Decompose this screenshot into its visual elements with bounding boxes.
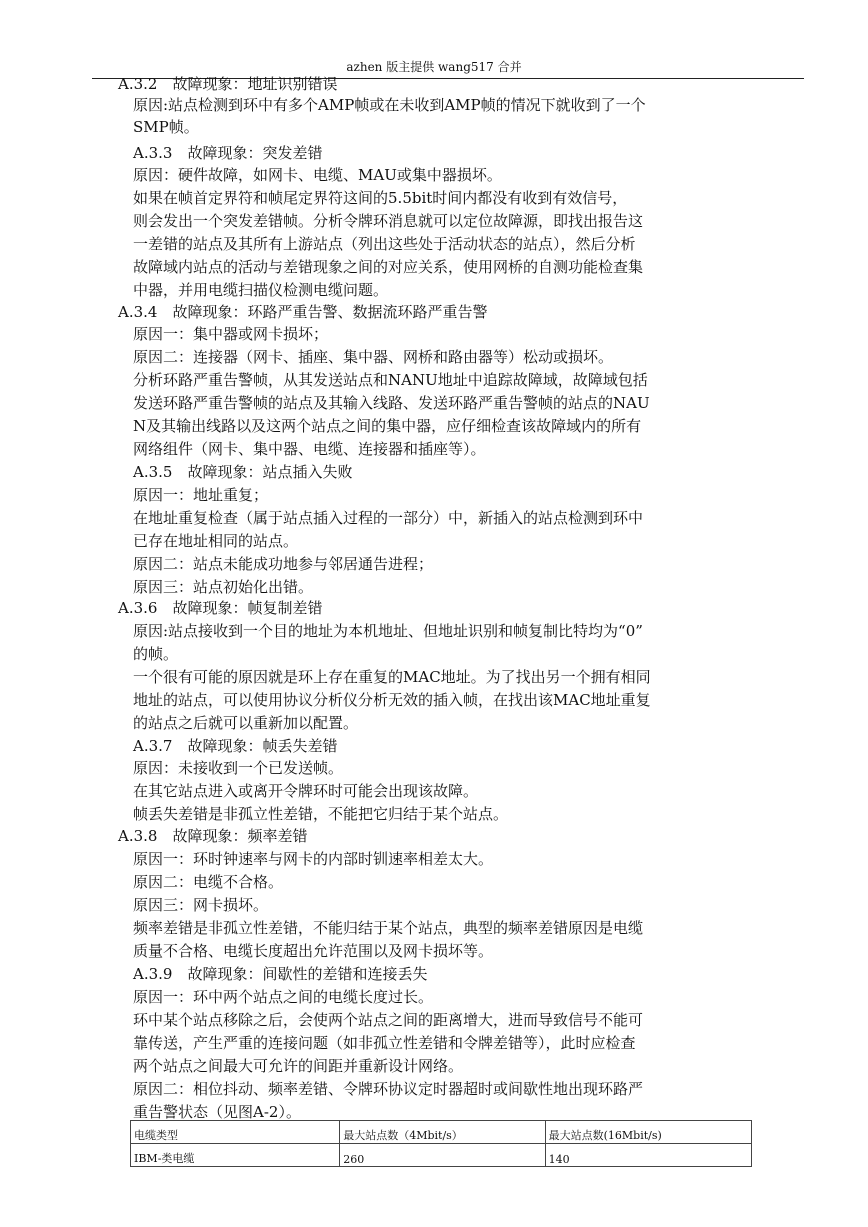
paragraph-line: 原因二：电缆不合格。: [133, 873, 284, 891]
page-header: azhen 版主提供 wang517 合并: [346, 60, 522, 74]
section-heading-a34: A.3.4 故障现象：环路严重告警、数据流环路严重告警: [118, 303, 488, 321]
section-heading-a37: A.3.7 故障现象：帧丢失差错: [133, 737, 338, 755]
paragraph-line: 原因一：集中器或网卡损坏；: [133, 325, 329, 343]
paragraph-line: 原因二：连接器（网卡、插座、集中器、网桥和路由器等）松动或损坏。: [133, 348, 614, 366]
paragraph-line: 原因二：相位抖动、频率差错、令牌环协议定时器超时或间歇性地出现环路严: [133, 1080, 644, 1098]
paragraph-line: 一差错的站点及其所有上游站点（列出这些处于活动状态的站点），然后分析: [133, 235, 636, 253]
paragraph-line: 原因一：地址重复；: [133, 486, 269, 504]
paragraph-line: 原因三：站点初始化出错。: [133, 578, 314, 596]
section-heading-a35: A.3.5 故障现象：站点插入失败: [133, 463, 353, 481]
paragraph-line: 地址的站点，可以使用协议分析仪分析无效的插入帧，在找出该MAC地址重复: [133, 691, 651, 709]
table-row: [131, 1144, 752, 1167]
paragraph-line: 在其它站点进入或离开令牌环时可能会出现该故障。: [133, 782, 479, 800]
paragraph-line: 的站点之后就可以重新加以配置。: [133, 714, 359, 732]
section-heading-a39: A.3.9 故障现象：间歇性的差错和连接丢失: [133, 965, 428, 983]
table-cell: 260: [340, 1144, 545, 1167]
table-cell: 140: [545, 1144, 751, 1167]
paragraph-line: 原因二：站点未能成功地参与邻居通告进程；: [133, 555, 434, 573]
table-header-cell: 电缆类型: [131, 1121, 340, 1144]
paragraph-line: 已存在地址相同的站点。: [133, 532, 299, 550]
paragraph-line: 中器，并用电缆扫描仪检测电缆问题。: [133, 281, 389, 299]
paragraph-line: 原因：硬件故障，如网卡、电缆、MAU或集中器损坏。: [133, 166, 502, 184]
paragraph-line: 原因三：网卡损坏。: [133, 896, 269, 914]
section-heading-a32: A.3.2 故障现象：地址识别错误: [118, 75, 338, 93]
paragraph-line: 的帧。: [133, 645, 179, 663]
paragraph-line: 重告警状态（见图A-2）。: [133, 1103, 301, 1121]
paragraph-line: 靠传送，产生严重的连接问题（如非孤立性差错和令牌差错等），此时应检查: [133, 1034, 636, 1052]
paragraph-line: 原因:站点检测到环中有多个AMP帧或在未收到AMP帧的情况下就收到了一个: [133, 96, 646, 114]
paragraph-line: 如果在帧首定界符和帧尾定界符这间的5.5bit时间内都没有收到有效信号，: [133, 189, 628, 207]
section-heading-a36: A.3.6 故障现象：帧复制差错: [118, 599, 323, 617]
paragraph-line: 网络组件（网卡、集中器、电缆、连接器和插座等）。: [133, 440, 486, 458]
table-cell: IBM-类电缆: [131, 1144, 340, 1167]
table-header-cell: 最大站点数(16Mbit/s): [545, 1121, 751, 1144]
paragraph-line: 频率差错是非孤立性差错，不能归结于某个站点，典型的频率差错原因是电缆: [133, 919, 644, 937]
table-header-row: [131, 1121, 752, 1144]
table-header-cell: 最大站点数（4Mbit/s）: [340, 1121, 545, 1144]
paragraph-line: 发送环路严重告警帧的站点及其输入线路、发送环路严重告警帧的站点的NAU: [133, 394, 650, 412]
paragraph-line: 分析环路严重告警帧，从其发送站点和NANU地址中追踪故障域，故障域包括: [133, 371, 648, 389]
cable-station-table: [130, 1120, 752, 1167]
paragraph-line: 两个站点之间最大可允许的间距并重新设计网络。: [133, 1057, 464, 1075]
paragraph-line: 则会发出一个突发差错帧。分析令牌环消息就可以定位故障源，即找出报告这: [133, 212, 644, 230]
paragraph-line: 环中某个站点移除之后，会使两个站点之间的距离增大，进而导致信号不能可: [133, 1011, 644, 1029]
paragraph-line: 质量不合格、电缆长度超出允许范围以及网卡损坏等。: [133, 942, 494, 960]
paragraph-line: N及其输出线路以及这两个站点之间的集中器，应仔细检查该故障域内的所有: [133, 417, 642, 435]
paragraph-line: 故障域内站点的活动与差错现象之间的对应关系，使用网桥的自测功能检查集: [133, 258, 644, 276]
paragraph-line: SMP帧。: [133, 118, 199, 136]
paragraph-line: 原因一：环中两个站点之间的电缆长度过长。: [133, 988, 434, 1006]
paragraph-line: 一个很有可能的原因就是环上存在重复的MAC地址。为了找出另一个拥有相同: [133, 668, 651, 686]
section-heading-a38: A.3.8 故障现象：频率差错: [118, 827, 308, 845]
paragraph-line: 原因一：环时钟速率与网卡的内部时钏速率相差太大。: [133, 850, 494, 868]
section-heading-a33: A.3.3 故障现象：突发差错: [133, 144, 323, 162]
paragraph-line: 原因:站点接收到一个目的地址为本机地址、但地址识别和帧复制比特均为“0”: [133, 622, 643, 640]
paragraph-line: 原因：未接收到一个已发送帧。: [133, 759, 344, 777]
paragraph-line: 在地址重复检查（属于站点插入过程的一部分）中，新插入的站点检测到环中: [133, 509, 644, 527]
paragraph-line: 帧丢失差错是非孤立性差错，不能把它归结于某个站点。: [133, 805, 509, 823]
